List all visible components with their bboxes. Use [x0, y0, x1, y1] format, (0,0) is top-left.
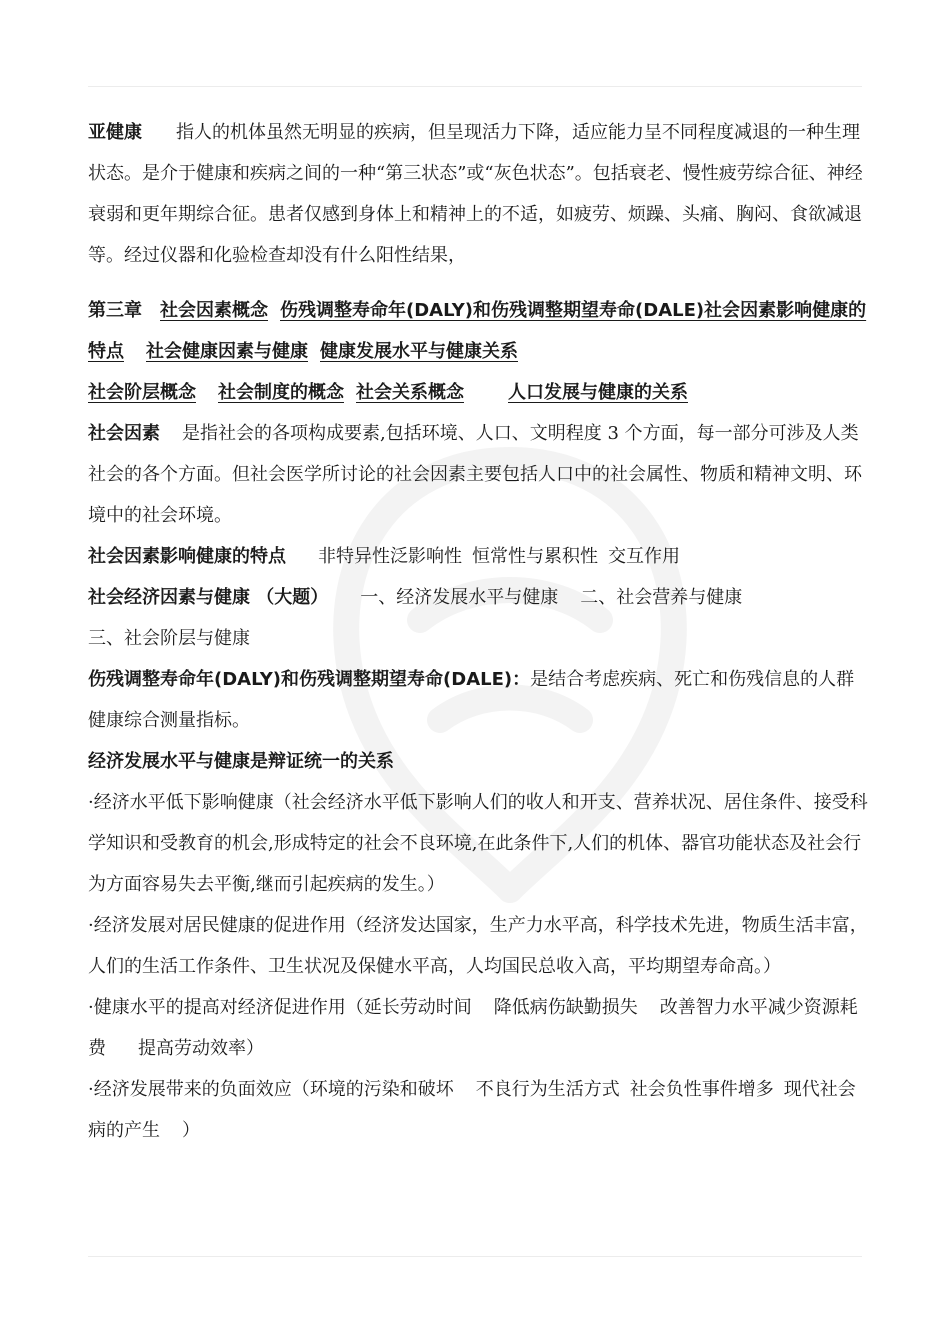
feature-item-2: 恒常性与累积性: [472, 546, 598, 567]
chapter-topics-line1: [88, 300, 866, 362]
dialectic-bullet-2: ·经济发展对居民健康的促进作用（经济发达国家，生产力水平高，科学技术先进，物质生活丰富，人们的生活工作条件、卫生状况及保健水平高，人均国民总收入高，平均期望寿命高。）: [88, 915, 868, 977]
topic-social-class: 社会阶层概念: [88, 382, 196, 403]
bullet-4-part-d: 现代社会病的产生: [88, 1079, 856, 1141]
daly-paragraph: [88, 659, 868, 741]
daly-text: 是结合考虑疾病、死亡和伤残信息的人群健康综合测量指标。: [88, 669, 855, 731]
topic-population-health: 人口发展与健康的关系: [508, 382, 688, 403]
subhealth-paragraph: [88, 112, 868, 276]
topic-social-system: 社会制度的概念: [218, 382, 344, 403]
features-paragraph: [88, 536, 868, 577]
feature-item-3: 交互作用: [608, 546, 680, 567]
dialectic-bullet-3: [88, 987, 868, 1069]
social-factors-term: 社会因素: [88, 423, 160, 444]
topic-social-health-factors: 社会健康因素与健康: [146, 341, 308, 362]
topic-social-relations: 社会关系概念: [356, 382, 464, 403]
bullet-4-part-c: 社会负性事件增多: [629, 1079, 774, 1100]
dialectic-bullet-1: ·经济水平低下影响健康（社会经济水平低下影响人们的收人和开支、营养状况、居住条件、接受科学知识和受教育的机会,形成特定的社会不良环境,在此条件下,人们的机体、器官功能状态及社会行为方面容易失去平衡,继而引起疾病的发生。）: [88, 792, 868, 895]
social-factors-text: 是指社会的各项构成要素,包括环境、人口、文明程度 3 个方面，每一部分可涉及人类社会的各个方面。但社会医学所讨论的社会因素主要包括人口中的社会属性、物质和精神文明、环境中的社会环境。: [88, 423, 862, 526]
daly-term: 伤残调整寿命年(DALY)和伤残调整期望寿命(DALE)：: [88, 669, 531, 690]
econ-health-item-1: 一、经济发展水平与健康: [360, 587, 559, 608]
subhealth-term: 亚健康: [88, 122, 142, 143]
econ-health-item-3: 三、社会阶层与健康: [88, 628, 250, 649]
chapter-topics-line3: [88, 382, 688, 403]
topic-daly-dale: 伤残调整寿命年(DALY)和伤残调整期望寿命(DALE)社会因素影响健康的特点: [88, 300, 867, 362]
topic-dev-level-health: 健康发展水平与健康关系: [320, 341, 518, 362]
dialectic-heading: 经济发展水平与健康是辩证统一的关系: [88, 751, 394, 772]
bullet-4-part-a: ·经济发展带来的负面效应（环境的污染和破坏: [88, 1079, 454, 1100]
dialectic-bullet-4: [88, 1069, 868, 1151]
social-factors-paragraph: [88, 413, 868, 536]
top-rule: [88, 86, 862, 87]
subhealth-text: 指人的机体虽然无明显的疾病，但呈现活力下降，适应能力呈不同程度减退的一种生理状态。是介于健康和疾病之间的一种“第三状态”或“灰色状态”。包括衰老、慢性疲劳综合征、神经衰弱和更年期综合征。患者仅感到身体上和精神上的不适，如疲劳、烦躁、头痛、胸闷、食欲减退等。经过仪器和化验检查却没有什么阳性结果，: [88, 122, 863, 266]
chapter-heading: [88, 290, 868, 413]
bullet-3-part-c: 改善智力水平减少资源耗费: [88, 997, 858, 1059]
feature-item-1: 非特异性泛影响性: [318, 546, 462, 567]
features-term: 社会因素影响健康的特点: [88, 546, 286, 567]
bullet-4-part-b: 不良行为生活方式: [475, 1079, 620, 1100]
bullet-3-part-d: 提高劳动效率）: [138, 1038, 264, 1059]
document-body: [88, 112, 868, 1151]
bullet-4-part-e: ）: [182, 1120, 200, 1141]
econ-health-term: 社会经济因素与健康 （大题）: [88, 587, 329, 608]
bottom-rule: [88, 1256, 862, 1257]
bullet-3-part-b: 降低病伤缺勤损失: [493, 997, 638, 1018]
topic-social-factor-concept: 社会因素概念: [160, 300, 268, 321]
econ-health-paragraph: [88, 577, 868, 659]
bullet-3-part-a: ·健康水平的提高对经济促进作用（延长劳动时间: [88, 997, 472, 1018]
chapter-label: 第三章: [88, 300, 142, 321]
econ-health-item-2: 二、社会营养与健康: [580, 587, 743, 608]
